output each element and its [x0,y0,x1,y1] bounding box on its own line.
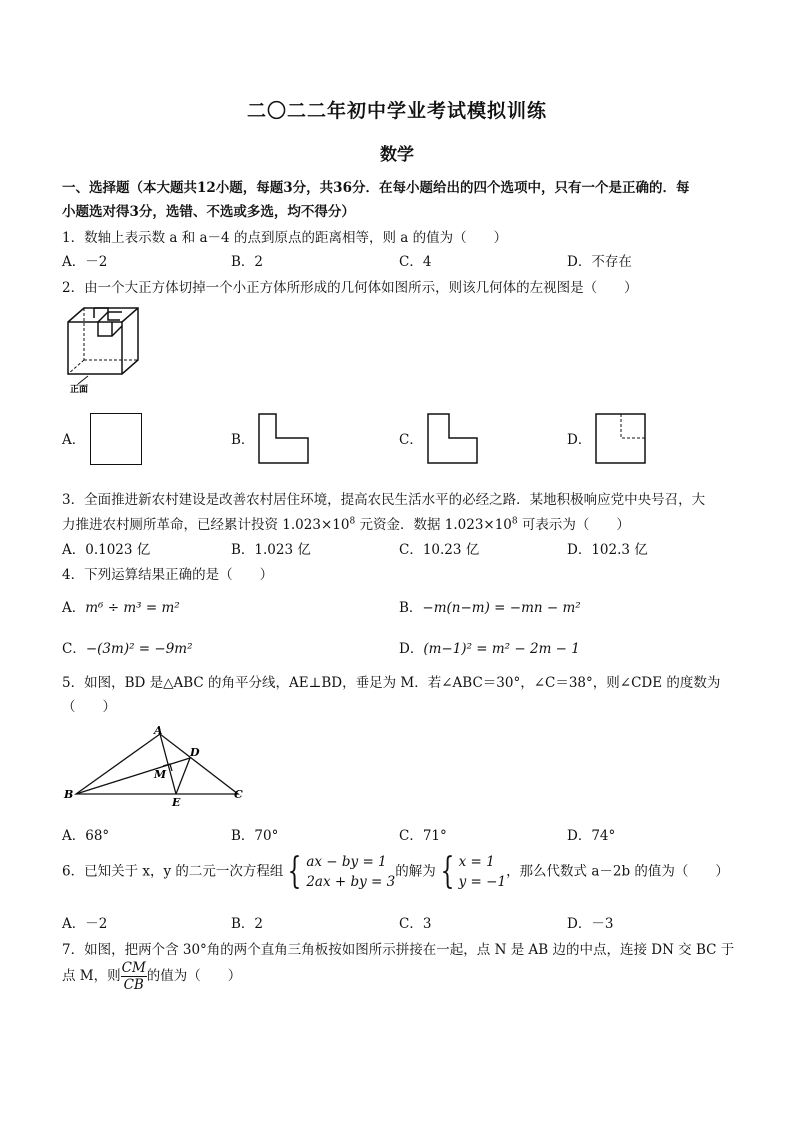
q6-equation-2: 2ax + by = 3 [306,874,396,890]
left-brace-icon: { [440,851,455,892]
q2-option-a-view [90,413,142,465]
q6-solution-x: x = 1 [458,854,495,870]
pointer-arrow-icon [78,376,88,384]
q6-stem-part1: 6．已知关于 x，y 的二元一次方程组 [62,863,284,880]
q6-option-b: B．2 [231,916,264,932]
q6-equation-1: ax − by = 1 [306,854,387,870]
q4-option-b-label: B． [399,600,423,616]
q7-fraction-denominator: CB [123,977,144,993]
q4-option-d-label: D． [399,641,424,657]
q7-fraction-numerator: CM [121,960,146,976]
q2-figure-label: 正面 [70,385,89,395]
q3-stem-line1: 3．全面推进新农村建设是改善农村居住环境，提高农民生活水平的必经之路．某地积极响应党中央号召，大 [62,492,706,508]
q2-option-d: D． [567,432,592,448]
q1-option-b: B．2 [231,254,264,270]
q5-label-b: B [64,788,74,801]
q4-option-d-expr: (m−1)² = m² − 2m − 1 [423,641,580,657]
q5-option-b: B．70° [231,828,279,844]
q2-stem: 2．由一个大正方体切掉一个小正方体所形成的几何体如图所示，则该几何体的左视图是（ ） [62,280,638,296]
q7-stem-line1: 7．如图，把两个含 30°角的两个直角三角板按如图所示拼接在一起，点 N 是 AB 边的中点，连接 DN 交 BC 于 [62,942,735,958]
q1-stem: 1．数轴上表示数 a 和 a－4 的点到原点的距离相等，则 a 的值为（ ） [62,230,508,246]
q5-stem-line1: 5．如图，BD 是△ABC 的角平分线，AE⊥BD，垂足为 M．若∠ABC＝30°，∠C＝38°，则∠CDE 的度数为 [62,675,721,691]
q5-label-e: E [172,796,181,809]
q4-option-d [399,637,580,657]
q6-option-c: C．3 [399,916,432,932]
q4-option-c [62,637,193,657]
q6-stem [62,852,729,892]
q5-label-m: M [154,768,167,781]
q3-exponent1: 8 [349,516,356,527]
q4-option-c-label: C． [62,641,86,657]
q6-option-d: D．－3 [567,916,614,932]
q5-label-a: A [154,724,163,737]
q7-stem-part2: 的值为（ ） [146,968,242,984]
left-brace-icon: { [288,851,302,892]
q2-option-c: C． [399,432,423,448]
q6-option-a: A．－2 [62,916,108,932]
q4-option-a-expr: m⁶ ÷ m³ = m² [85,600,180,616]
q3-stem-part1: 力推进农村厕所革命，已经累计投资 1.023×10 [62,517,350,533]
section-heading-line1: 一、选择题（本大题共12小题，每题3分，共36分．在每小题给出的四个选项中，只有一个是正确的．每 [62,180,690,196]
q3-option-c: C．10.23 亿 [399,542,480,558]
q6-stem-part3: ，那么代数式 a－2b 的值为（ ） [506,863,729,880]
q3-option-b: B．1.023 亿 [231,542,311,558]
q7-stem-line2 [62,960,241,993]
q3-stem-part2: 元资金．数据 1.023×10 [355,517,512,533]
q4-stem: 4．下列运算结果正确的是（ ） [62,567,274,583]
q6-solution-y: y = −1 [458,874,507,890]
q4-option-b [399,596,581,616]
q1-option-c: C．4 [399,254,432,270]
subject-title: 数学 [380,145,414,165]
q3-option-d: D．102.3 亿 [567,542,648,558]
q6-system-solution [459,852,506,892]
q5-option-a: A．68° [62,828,110,844]
q7-stem-part1: 点 M，则 [62,968,121,984]
q6-system-equations [306,852,395,892]
q6-stem-part2: 的解为 [395,863,436,880]
q4-option-c-expr: −(3m)² = −9m² [85,641,193,657]
q7-fraction [121,960,147,993]
q1-option-d: D．不存在 [567,254,632,270]
q5-label-c: C [234,788,243,801]
q3-exponent2: 8 [511,516,518,527]
q3-option-a: A．0.1023 亿 [62,542,151,558]
q2-option-d-view [593,411,649,467]
q4-option-a-label: A． [62,600,86,616]
q3-stem-line2 [62,513,630,533]
q5-option-d: D．74° [567,828,616,844]
q5-label-d: D [190,746,200,759]
q4-option-b-expr: −m(n−m) = −mn − m² [422,600,581,616]
page-title: 二〇二二年初中学业考试模拟训练 [246,100,547,122]
q4-option-a [62,596,180,616]
q2-option-b: B． [231,432,255,448]
q5-option-c: C．71° [399,828,447,844]
q5-stem-line2: （ ） [62,699,116,715]
q2-option-c-view [425,411,481,467]
q5-triangle-figure [62,722,252,810]
section-heading-line2: 小题选对得3分，选错、不选或多选，均不得分） [62,204,355,220]
q2-cube-figure [62,300,162,395]
q2-option-a: A． [62,432,86,448]
q3-stem-part3: 可表示为（ ） [517,517,630,533]
q1-option-a: A．－2 [62,254,108,270]
q2-option-b-view [256,411,312,467]
